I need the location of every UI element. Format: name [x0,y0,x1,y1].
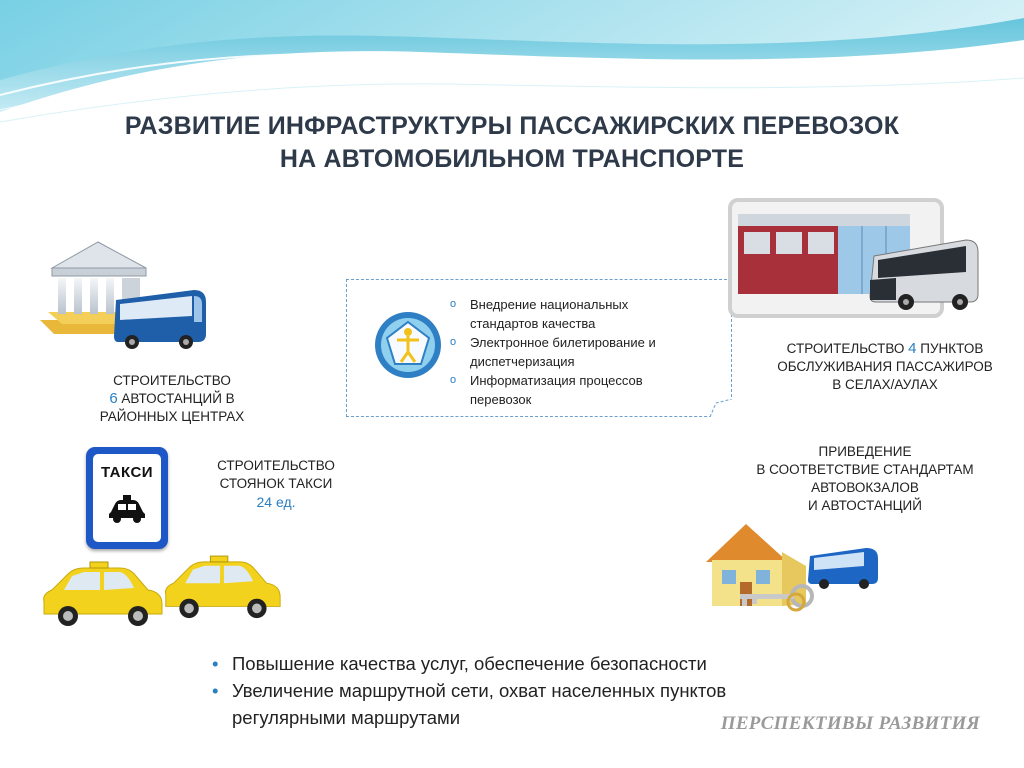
service-points-caption [770,340,1000,394]
bullet-text: Повышение качества услуг, обеспечение безопасности [232,653,707,674]
bus-icon [110,286,210,352]
list-marker: o [450,336,457,348]
standards-caption [750,443,980,515]
emblem-icon [373,310,443,380]
autostations-caption [72,372,272,426]
autostations-line3: РАЙОННЫХ ЦЕНТРАХ [99,409,245,424]
taxi-line1: СТРОИТЕЛЬСТВО [217,458,335,473]
service-points-line3: В СЕЛАХ/АУЛАХ [832,377,938,392]
standards-line4: И АВТОСТАНЦИЙ [808,498,922,513]
page-title-line1: РАЗВИТИЕ ИНФРАСТРУКТУРЫ ПАССАЖИРСКИХ ПЕРЕВОЗОК [124,112,900,140]
standards-line2: В СООТВЕТСТВИЕ СТАНДАРТАМ [756,462,974,477]
list-item-line: Информатизация процессов [470,373,643,388]
service-points-count: 4 [908,340,917,357]
center-info-box [346,279,732,417]
bullet-marker: • [212,653,219,674]
standards-line1: ПРИВЕДЕНИЕ [818,444,912,459]
service-points-post: ПУНКТОВ [920,341,984,356]
list-item-line: диспетчеризация [470,354,575,369]
list-item [450,333,720,371]
page-fold-icon [710,399,732,417]
bus-icon [806,544,882,590]
taxi-car-icon [38,560,166,632]
center-list [450,295,720,409]
list-item [450,295,720,333]
list-item-line: перевозок [470,392,532,407]
autostations-line2: АВТОСТАНЦИЙ В [121,391,235,406]
list-item-line: Внедрение национальных [470,297,629,312]
list-marker: o [450,374,457,386]
car-silhouette-icon [107,494,147,524]
list-item [450,371,720,409]
list-item-line: стандартов качества [470,316,596,331]
taxi-count: 24 ед. [256,494,296,510]
autostations-line1: СТРОИТЕЛЬСТВО [113,373,231,388]
header-wave [0,0,1024,130]
taxi-sign-icon [86,447,168,549]
footer-label: ПЕРСПЕКТИВЫ РАЗВИТИЯ [720,713,980,734]
bus-icon [866,236,984,316]
service-points-pre: СТРОИТЕЛЬСТВО [786,341,905,356]
list-item-line: Электронное билетирование и [470,335,656,350]
list-marker: o [450,298,457,310]
taxi-line2: СТОЯНОК ТАКСИ [219,476,333,491]
bullet-item [212,650,812,677]
bullet-text: Увеличение маршрутной сети, охват населенных пунктов [232,680,727,701]
taxi-car-icon [160,554,284,624]
bullet-text: регулярными маршрутами [232,707,461,728]
autostations-count: 6 [109,390,118,407]
bullet-marker: • [212,680,219,701]
page-title-line2: НА АВТОМОБИЛЬНОМ ТРАНСПОРТЕ [279,145,745,173]
taxi-caption [212,457,340,511]
taxi-sign-label: ТАКСИ [100,464,154,481]
standards-line3: АВТОВОКЗАЛОВ [811,480,919,495]
service-points-line2: ОБСЛУЖИВАНИЯ ПАССАЖИРОВ [777,359,993,374]
